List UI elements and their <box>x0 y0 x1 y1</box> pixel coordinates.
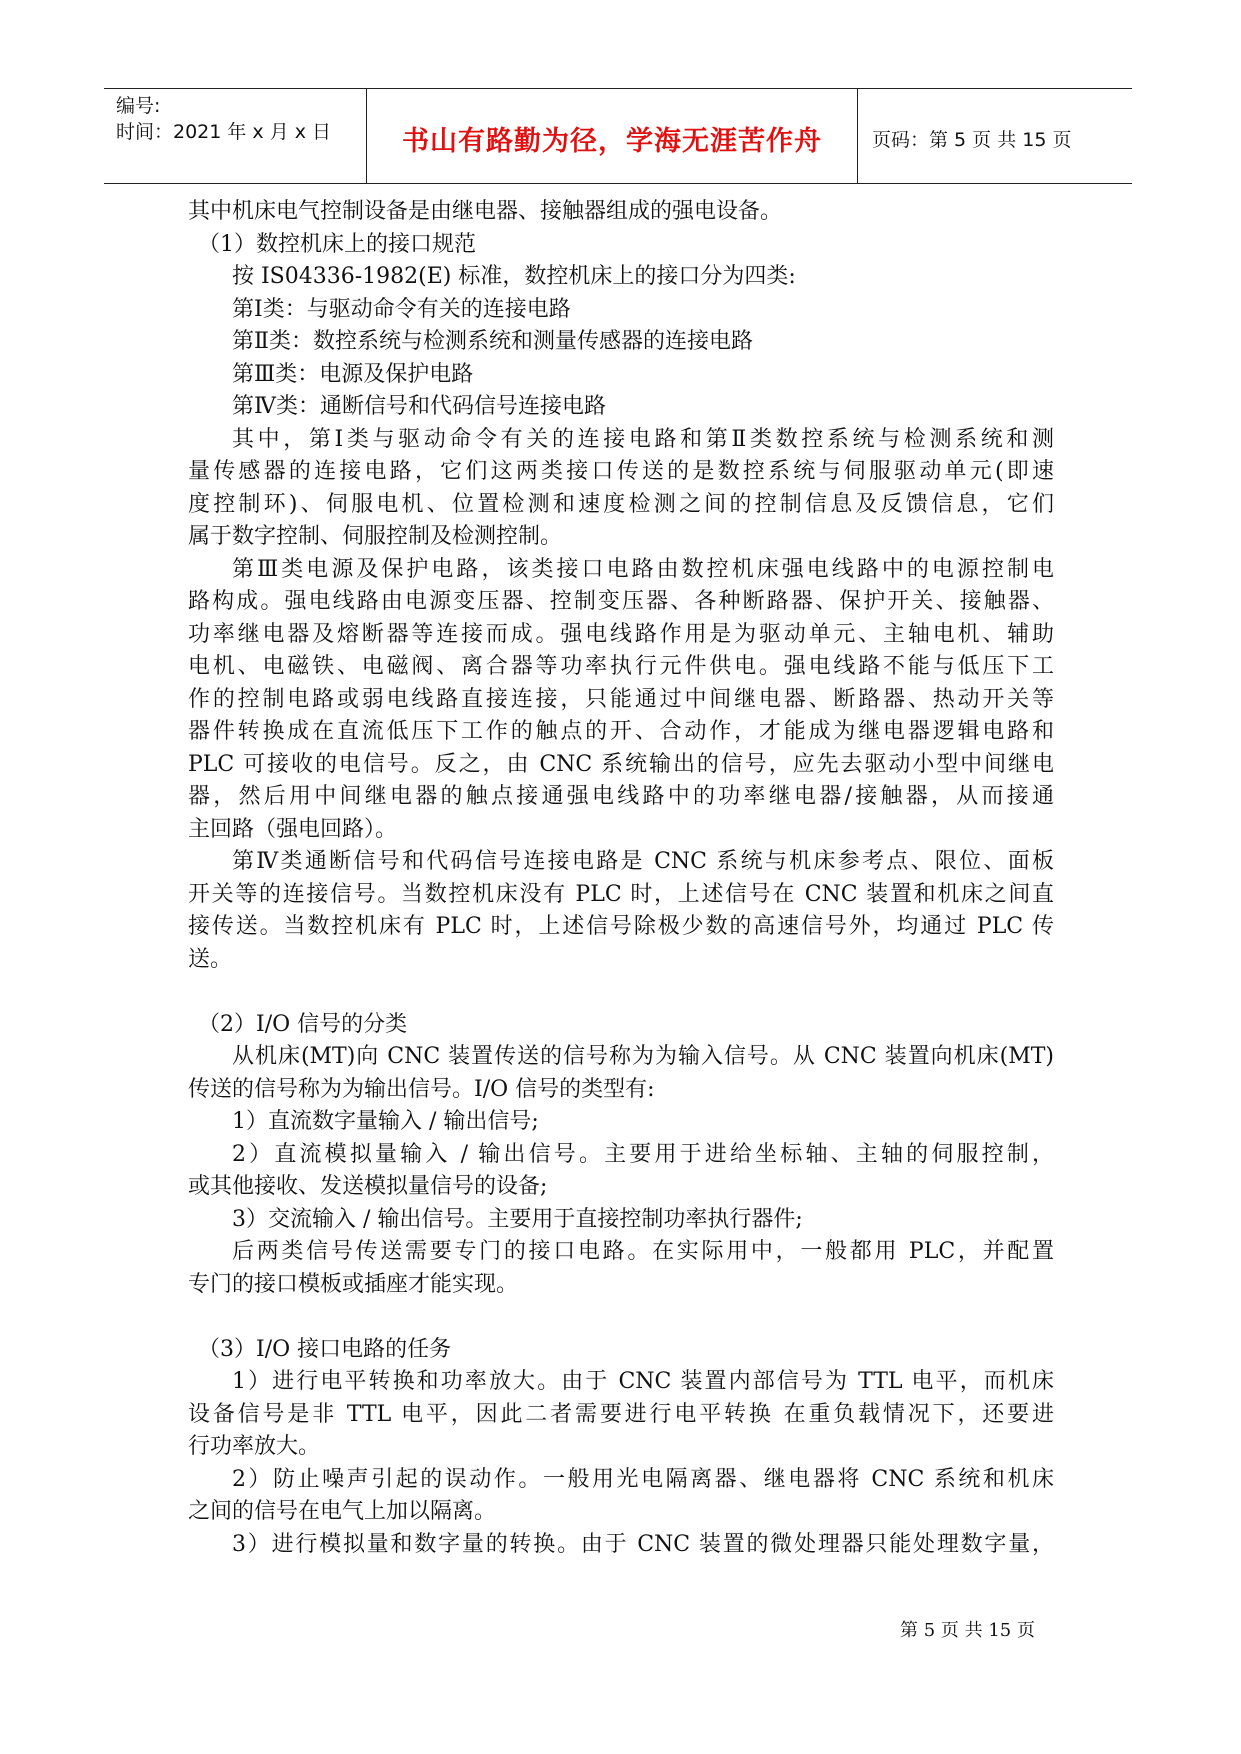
body-line: 行功率放大。 <box>188 1434 321 1459</box>
body-line: 路构成。强电线路由电源变压器、控制变压器、各种断路器、保护开关、接触器、 <box>188 589 1054 614</box>
list-item: 2）防止噪声引起的误动作。一般用光电隔离器、继电器将 CNC 系统和机床 <box>232 1466 1054 1492</box>
body-line: 电机、电磁铁、电磁阀、离合器等功率执行元件供电。强电线路不能与低压下工 <box>188 654 1054 679</box>
body-line: 其中机床电气控制设备是由继电器、接触器组成的强电设备。 <box>188 199 783 224</box>
body-line: 其中，第Ⅰ类与驱动命令有关的连接电路和第Ⅱ类数控系统与检测系统和测 <box>232 426 1054 452</box>
list-item: 3）交流输入 / 输出信号。主要用于直接控制功率执行器件; <box>232 1206 803 1232</box>
body-line: 设备信号是非 TTL 电平，因此二者需要进行电平转换 在重负载情况下，还要进 <box>188 1401 1054 1427</box>
body-line: 传送的信号称为为输出信号。I/O 信号的类型有: <box>188 1076 655 1102</box>
list-item: 1）进行电平转换和功率放大。由于 CNC 装置内部信号为 TTL 电平，而机床 <box>232 1369 1054 1394</box>
header-motto: 书山有路勤为径，学海无涯苦作舟 <box>402 126 822 157</box>
document-number-label: 编号: <box>116 95 161 117</box>
blank-line <box>188 976 1054 1009</box>
list-item: 2）直流模拟量输入 / 输出信号。主要用于进给坐标轴、主轴的伺服控制， <box>232 1141 1054 1167</box>
blank-line <box>188 1301 1054 1334</box>
body-line: 主回路（强电回路）。 <box>188 816 398 842</box>
list-item: 第Ⅰ类：与驱动命令有关的连接电路 <box>232 296 571 322</box>
body-line: 接传送。当数控机床有 PLC 时，上述信号除极少数的高速信号外，均通过 PLC 传 <box>188 914 1054 939</box>
document-time-label: 时间：2021 年 x 月 x 日 <box>116 121 332 143</box>
list-item: 第Ⅱ类：数控系统与检测系统和测量传感器的连接电路 <box>232 329 753 354</box>
page-footer: 第 5 页 共 15 页 <box>900 1620 1035 1641</box>
list-item: 1）直流数字量输入 / 输出信号; <box>232 1109 539 1134</box>
body-line: 度控制环)、伺服电机、位置检测和速度检测之间的控制信息及反馈信息，它们 <box>188 491 1054 517</box>
body-line: 第Ⅳ类通断信号和代码信号连接电路是 CNC 系统与机床参考点、限位、面板 <box>232 849 1054 874</box>
body-line: 之间的信号在电气上加以隔离。 <box>188 1499 497 1524</box>
body-line: PLC 可接收的电信号。反之，由 CNC 系统输出的信号，应先去驱动小型中间继电 <box>188 751 1054 777</box>
section-heading: （1）数控机床上的接口规范 <box>198 231 476 257</box>
list-item: 第Ⅲ类：电源及保护电路 <box>232 361 474 387</box>
body-line: 第Ⅲ类电源及保护电路，该类接口电路由数控机床强电线路中的电源控制电 <box>232 556 1054 582</box>
body-line: 或其他接收、发送模拟量信号的设备; <box>188 1174 548 1199</box>
list-item: 3）进行模拟量和数字量的转换。由于 CNC 装置的微处理器只能处理数字量， <box>232 1531 1054 1557</box>
header-motto-cell <box>366 89 858 183</box>
body-line: 开关等的连接信号。当数控机床没有 PLC 时，上述信号在 CNC 装置和机床之间直 <box>188 881 1054 907</box>
body-line: 功率继电器及熔断器等连接而成。强电线路作用是为驱动单元、主轴电机、辅助 <box>188 621 1054 647</box>
body-line: 送。 <box>188 946 233 972</box>
body-line: 器，然后用中间继电器的触点接通强电线路中的功率继电器/接触器，从而接通 <box>188 784 1054 809</box>
body-line: 作的控制电路或弱电线路直接连接，只能通过中间继电器、断路器、热动开关等 <box>188 686 1054 712</box>
header-info-cell <box>104 89 366 183</box>
header-page-cell <box>858 89 1132 183</box>
body-line: 按 IS04336-1982(E) 标准，数控机床上的接口分为四类: <box>232 264 796 289</box>
body-line: 器件转换成在直流低压下工作的触点的开、合动作，才能成为继电器逻辑电路和 <box>188 719 1054 744</box>
list-item: 第Ⅳ类：通断信号和代码信号连接电路 <box>232 394 606 419</box>
document-body <box>188 196 1054 1561</box>
body-line: 量传感器的连接电路，它们这两类接口传送的是数控系统与伺服驱动单元(即速 <box>188 459 1054 484</box>
header-page-info: 页码：第 5 页 共 15 页 <box>872 129 1072 151</box>
section-heading: （3）I/O 接口电路的任务 <box>198 1336 452 1362</box>
body-line: 后两类信号传送需要专门的接口电路。在实际用中，一般都用 PLC，并配置 <box>232 1239 1054 1264</box>
body-line: 属于数字控制、伺服控制及检测控制。 <box>188 524 563 549</box>
body-line: 从机床(MT)向 CNC 装置传送的信号称为为输入信号。从 CNC 装置向机床(MT) <box>232 1044 1054 1069</box>
body-line: 专门的接口模板或插座才能实现。 <box>188 1271 519 1297</box>
section-heading: （2）I/O 信号的分类 <box>198 1011 408 1037</box>
page-header <box>104 88 1132 184</box>
